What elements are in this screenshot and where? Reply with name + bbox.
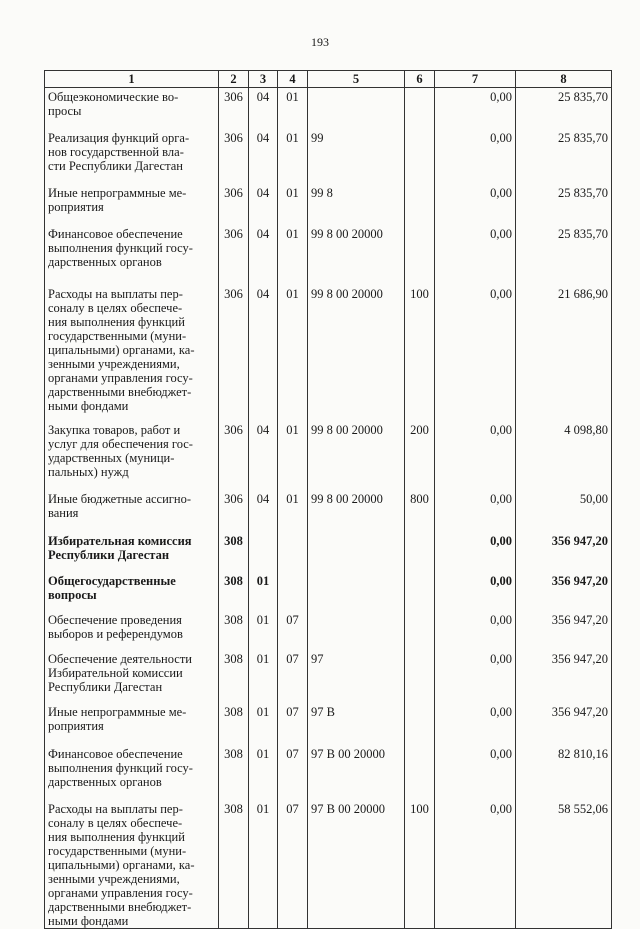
cell-amount-8: 58 552,06 [516, 800, 612, 929]
cell-expense-type [405, 129, 435, 184]
table-row [45, 745, 612, 800]
cell-subsection-code: 01 [249, 611, 278, 650]
cell-subsection-code: 04 [249, 421, 278, 490]
cell-subsection-code-2 [278, 572, 308, 611]
cell-name: Закупка товаров, работ и услуг для обеспечения гос- ударственных (муници- пальных) нужд [45, 421, 219, 490]
cell-subsection-code: 04 [249, 490, 278, 532]
header-col-4: 4 [278, 71, 308, 88]
table-row [45, 225, 612, 285]
cell-expense-type [405, 650, 435, 703]
cell-subsection-code-2: 01 [278, 129, 308, 184]
cell-target-article [308, 611, 405, 650]
cell-section-code: 306 [219, 184, 249, 225]
cell-target-article: 99 8 [308, 184, 405, 225]
table-row [45, 650, 612, 703]
cell-section-code: 308 [219, 745, 249, 800]
cell-subsection-code-2: 01 [278, 88, 308, 130]
cell-amount-7: 0,00 [435, 184, 516, 225]
cell-subsection-code: 04 [249, 285, 278, 421]
table-row [45, 703, 612, 745]
cell-subsection-code-2: 01 [278, 225, 308, 285]
cell-amount-7: 0,00 [435, 490, 516, 532]
cell-name: Расходы на выплаты пер- соналу в целях обеспече- ния выполнения функций государственными (муни- ципальными) органами, ка- зенными учреждениями, органами управления госу- дарственными внебюджет- ными фондами [45, 285, 219, 421]
cell-name: Финансовое обеспечение выполнения функций госу- дарственных органов [45, 745, 219, 800]
cell-name: Обеспечение деятельности Избирательной комиссии Республики Дагестан [45, 650, 219, 703]
cell-target-article: 99 8 00 20000 [308, 490, 405, 532]
cell-expense-type [405, 184, 435, 225]
cell-section-code: 308 [219, 532, 249, 572]
cell-expense-type: 800 [405, 490, 435, 532]
header-col-7: 7 [435, 71, 516, 88]
cell-amount-8: 82 810,16 [516, 745, 612, 800]
cell-subsection-code-2: 07 [278, 611, 308, 650]
header-col-1: 1 [45, 71, 219, 88]
table-body [45, 88, 612, 929]
cell-name: Обеспечение проведения выборов и референдумов [45, 611, 219, 650]
cell-target-article: 97 В 00 20000 [308, 745, 405, 800]
cell-name: Общегосударственные вопросы [45, 572, 219, 611]
cell-expense-type [405, 572, 435, 611]
table-row [45, 184, 612, 225]
cell-amount-7: 0,00 [435, 88, 516, 130]
cell-section-code: 308 [219, 703, 249, 745]
cell-amount-8: 356 947,20 [516, 572, 612, 611]
cell-amount-8: 25 835,70 [516, 225, 612, 285]
cell-subsection-code: 01 [249, 745, 278, 800]
cell-section-code: 308 [219, 800, 249, 929]
table-row [45, 611, 612, 650]
header-col-5: 5 [308, 71, 405, 88]
cell-subsection-code-2: 01 [278, 184, 308, 225]
cell-subsection-code: 01 [249, 800, 278, 929]
cell-amount-8: 356 947,20 [516, 611, 612, 650]
table-row [45, 800, 612, 929]
cell-expense-type [405, 532, 435, 572]
cell-amount-7: 0,00 [435, 611, 516, 650]
cell-expense-type: 200 [405, 421, 435, 490]
table-row [45, 490, 612, 532]
cell-amount-7: 0,00 [435, 421, 516, 490]
table-row [45, 421, 612, 490]
cell-amount-8: 50,00 [516, 490, 612, 532]
header-col-6: 6 [405, 71, 435, 88]
cell-subsection-code: 04 [249, 129, 278, 184]
cell-expense-type: 100 [405, 800, 435, 929]
cell-subsection-code-2 [278, 532, 308, 572]
cell-subsection-code-2: 07 [278, 800, 308, 929]
cell-target-article: 97 [308, 650, 405, 703]
header-col-3: 3 [249, 71, 278, 88]
cell-expense-type [405, 611, 435, 650]
cell-subsection-code: 01 [249, 650, 278, 703]
cell-amount-8: 25 835,70 [516, 88, 612, 130]
cell-name: Иные непрограммные ме- роприятия [45, 703, 219, 745]
cell-expense-type [405, 703, 435, 745]
table-row [45, 88, 612, 130]
cell-subsection-code: 04 [249, 88, 278, 130]
cell-section-code: 306 [219, 88, 249, 130]
cell-subsection-code-2: 07 [278, 650, 308, 703]
cell-amount-8: 356 947,20 [516, 532, 612, 572]
cell-expense-type [405, 745, 435, 800]
cell-target-article: 99 8 00 20000 [308, 225, 405, 285]
cell-target-article: 99 8 00 20000 [308, 421, 405, 490]
cell-target-article [308, 88, 405, 130]
cell-expense-type: 100 [405, 285, 435, 421]
page-number: 193 [311, 35, 329, 49]
cell-target-article: 99 8 00 20000 [308, 285, 405, 421]
header-col-8: 8 [516, 71, 612, 88]
cell-name: Общеэкономические во- просы [45, 88, 219, 130]
cell-amount-8: 356 947,20 [516, 703, 612, 745]
cell-subsection-code-2: 07 [278, 745, 308, 800]
cell-subsection-code-2: 07 [278, 703, 308, 745]
cell-amount-7: 0,00 [435, 225, 516, 285]
cell-section-code: 306 [219, 421, 249, 490]
cell-subsection-code: 01 [249, 703, 278, 745]
cell-name: Иные бюджетные ассигно- вания [45, 490, 219, 532]
cell-section-code: 306 [219, 225, 249, 285]
cell-subsection-code [249, 532, 278, 572]
cell-amount-8: 25 835,70 [516, 184, 612, 225]
budget-table [44, 70, 612, 929]
cell-amount-7: 0,00 [435, 703, 516, 745]
cell-section-code: 308 [219, 650, 249, 703]
cell-amount-8: 21 686,90 [516, 285, 612, 421]
cell-amount-7: 0,00 [435, 800, 516, 929]
cell-amount-7: 0,00 [435, 650, 516, 703]
cell-amount-7: 0,00 [435, 285, 516, 421]
cell-name: Избирательная комиссия Республики Дагестан [45, 532, 219, 572]
cell-name: Финансовое обеспечение выполнения функций госу- дарственных органов [45, 225, 219, 285]
cell-name: Реализация функций орга- нов государственной вла- сти Республики Дагестан [45, 129, 219, 184]
cell-target-article: 97 В [308, 703, 405, 745]
cell-section-code: 306 [219, 129, 249, 184]
cell-subsection-code: 04 [249, 225, 278, 285]
table-row [45, 285, 612, 421]
cell-amount-7: 0,00 [435, 572, 516, 611]
cell-target-article: 97 В 00 20000 [308, 800, 405, 929]
cell-amount-8: 25 835,70 [516, 129, 612, 184]
table-row [45, 129, 612, 184]
table-row [45, 572, 612, 611]
cell-subsection-code-2: 01 [278, 490, 308, 532]
cell-name: Расходы на выплаты пер- соналу в целях обеспече- ния выполнения функций государственными (муни- ципальными) органами, ка- зенными учреждениями, органами управления госу- дарственными внебюджет- ными фондами [45, 800, 219, 929]
cell-amount-7: 0,00 [435, 745, 516, 800]
cell-target-article [308, 572, 405, 611]
cell-expense-type [405, 225, 435, 285]
cell-amount-7: 0,00 [435, 129, 516, 184]
cell-section-code: 308 [219, 611, 249, 650]
cell-section-code: 308 [219, 572, 249, 611]
cell-amount-8: 4 098,80 [516, 421, 612, 490]
cell-expense-type [405, 88, 435, 130]
cell-target-article: 99 [308, 129, 405, 184]
table-row [45, 532, 612, 572]
cell-amount-8: 356 947,20 [516, 650, 612, 703]
cell-section-code: 306 [219, 490, 249, 532]
cell-subsection-code: 01 [249, 572, 278, 611]
cell-name: Иные непрограммные ме- роприятия [45, 184, 219, 225]
table-header-row [45, 71, 612, 88]
cell-subsection-code: 04 [249, 184, 278, 225]
cell-target-article [308, 532, 405, 572]
cell-amount-7: 0,00 [435, 532, 516, 572]
cell-section-code: 306 [219, 285, 249, 421]
header-col-2: 2 [219, 71, 249, 88]
cell-subsection-code-2: 01 [278, 285, 308, 421]
cell-subsection-code-2: 01 [278, 421, 308, 490]
